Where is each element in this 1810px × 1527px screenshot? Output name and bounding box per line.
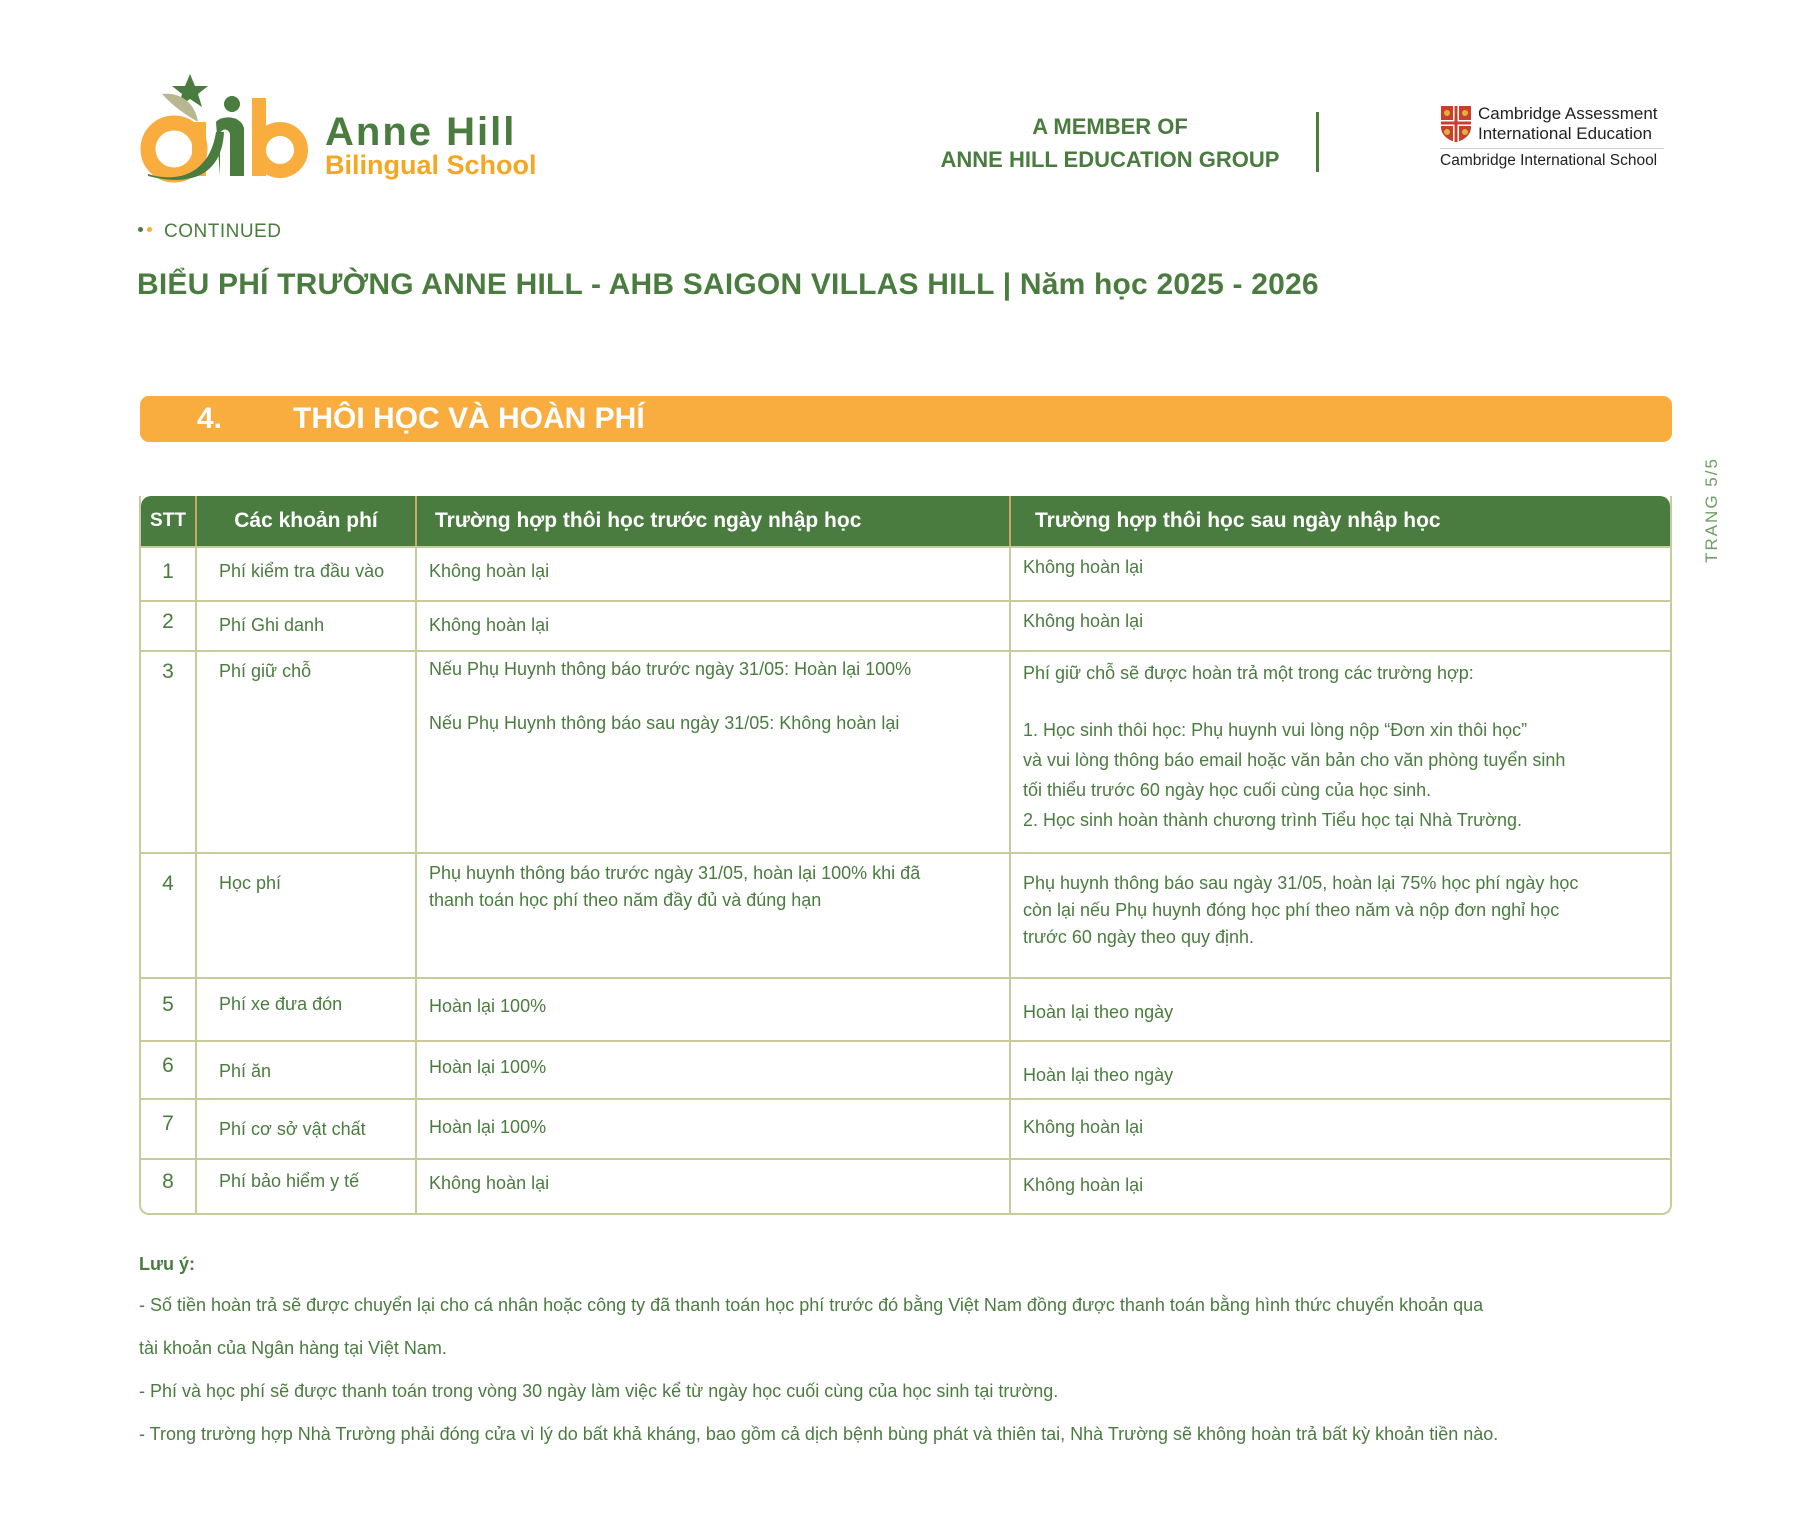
fee-name: Phí cơ sở vật chất (195, 1100, 415, 1158)
fee-name: Phí giữ chỗ (195, 652, 415, 852)
row-number: 1 (162, 560, 174, 583)
header-stt: STT (150, 510, 186, 531)
refund-table (139, 496, 1672, 1215)
cambridge-divider (1440, 148, 1664, 149)
policy-line: Phí giữ chỗ sẽ được hoàn trả một trong các trường hợp: (1023, 663, 1474, 683)
fee-name: Phí kiểm tra đầu vào (195, 548, 415, 600)
page-indicator: TRANG 5/5 (1702, 457, 1721, 563)
policy-line: Không hoàn lại (1023, 557, 1144, 577)
policy-line: trước 60 ngày theo quy định. (1023, 927, 1254, 947)
row-number: 8 (162, 1170, 174, 1193)
cambridge-line-1: Cambridge Assessment (1478, 104, 1658, 123)
before-enrollment-policy (415, 1100, 1009, 1158)
note-line-1: - Số tiền hoàn trả sẽ được chuyển lại cho cá nhân hoặc công ty đã thanh toán học phí trước đó bằng Việt Nam đồng được thanh toán bằng hình thức chuyển khoản qua (139, 1295, 1484, 1315)
continued-label (138, 221, 281, 243)
policy-line: 2. Học sinh hoàn thành chương trình Tiểu học tại Nhà Trường. (1023, 810, 1522, 830)
header-before: Trường hợp thôi học trước ngày nhập học (415, 496, 1009, 546)
brand-subtitle: Bilingual School (325, 150, 537, 180)
row-number: 6 (162, 1054, 174, 1077)
table-body (141, 546, 1670, 1213)
table-header-row (141, 496, 1670, 546)
section-title: THÔI HỌC VÀ HOÀN PHÍ (293, 402, 645, 435)
policy-line: còn lại nếu Phụ huynh đóng học phí theo năm và nộp đơn nghỉ học (1023, 900, 1560, 920)
page-title: BIỂU PHÍ TRƯỜNG ANNE HILL - AHB SAIGON VILLAS HILL | Năm học 2025 - 2026 (137, 268, 1319, 301)
fee-name: Phí xe đưa đón (195, 979, 415, 1040)
policy-line: Không hoàn lại (429, 615, 550, 635)
header-after: Trường hợp thôi học sau ngày nhập học (1009, 496, 1670, 546)
policy-line: Hoàn lại 100% (429, 1117, 547, 1137)
policy-line: Nếu Phụ Huynh thông báo trước ngày 31/05: Hoàn lại 100% (429, 659, 912, 679)
cambridge-line-2: International Education (1478, 124, 1652, 143)
after-enrollment-policy (1009, 1100, 1670, 1158)
member-statement (905, 110, 1315, 176)
table-row (141, 1098, 1670, 1158)
cambridge-line-3: Cambridge International School (1440, 152, 1658, 169)
note-line-3: - Phí và học phí sẽ được thanh toán trong vòng 30 ngày làm việc kể từ ngày học cuối cùng của học sinh tại trường. (139, 1381, 1059, 1401)
table-row (141, 977, 1670, 1040)
policy-line: Không hoàn lại (1023, 1117, 1144, 1137)
before-enrollment-policy (415, 548, 1009, 600)
fee-name: Phí Ghi danh (195, 602, 415, 650)
after-enrollment-policy (1009, 602, 1670, 650)
after-enrollment-policy (1009, 1042, 1670, 1098)
table-row (141, 650, 1670, 852)
policy-line: Hoàn lại theo ngày (1023, 1065, 1174, 1085)
cambridge-shield-icon (1440, 105, 1472, 143)
brand-name: Anne Hill (325, 110, 517, 154)
member-line-2: ANNE HILL EDUCATION GROUP (940, 147, 1280, 172)
after-enrollment-policy (1009, 548, 1670, 600)
policy-line: thanh toán học phí theo năm đầy đủ và đúng hạn (429, 890, 822, 910)
before-enrollment-policy (415, 854, 1009, 977)
table-row (141, 852, 1670, 977)
row-number: 3 (162, 660, 174, 683)
after-enrollment-policy (1009, 979, 1670, 1040)
before-enrollment-policy (415, 1042, 1009, 1098)
before-enrollment-policy (415, 979, 1009, 1040)
table-row (141, 1158, 1670, 1213)
row-number: 4 (162, 872, 174, 895)
before-enrollment-policy (415, 652, 1009, 852)
policy-line: Không hoàn lại (429, 561, 550, 581)
fee-name: Phí bảo hiểm y tế (195, 1160, 415, 1213)
row-number: 5 (162, 993, 174, 1016)
row-number: 7 (162, 1112, 174, 1135)
table-row (141, 546, 1670, 600)
ahb-logo-icon (140, 72, 315, 184)
member-line-1: A MEMBER OF (1032, 114, 1188, 139)
after-enrollment-policy (1009, 1160, 1670, 1213)
notes-title: Lưu ý: (139, 1254, 196, 1274)
note-line-4: - Trong trường hợp Nhà Trường phải đóng cửa vì lý do bất khả kháng, bao gồm cả dịch bệnh bùng phát và thiên tai, Nhà Trường sẽ không hoàn trả bất kỳ khoản tiền nào. (139, 1424, 1499, 1444)
policy-line: Phụ huynh thông báo trước ngày 31/05, hoàn lại 100% khi đã (429, 863, 921, 883)
note-line-2: tài khoản của Ngân hàng tại Việt Nam. (139, 1338, 447, 1358)
policy-line: Không hoàn lại (1023, 611, 1144, 631)
table-row (141, 1040, 1670, 1098)
before-enrollment-policy (415, 1160, 1009, 1213)
policy-line: Hoàn lại theo ngày (1023, 1002, 1174, 1022)
policy-line: Không hoàn lại (429, 1173, 550, 1193)
policy-line: và vui lòng thông báo email hoặc văn bản cho văn phòng tuyển sinh (1023, 750, 1566, 770)
policy-line: Phụ huynh thông báo sau ngày 31/05, hoàn lại 75% học phí ngày học (1023, 873, 1579, 893)
row-number: 2 (162, 610, 174, 633)
table-row (141, 600, 1670, 650)
after-enrollment-policy (1009, 652, 1670, 852)
orange-dot-icon (147, 227, 152, 232)
before-enrollment-policy (415, 602, 1009, 650)
green-dot-icon (138, 227, 143, 232)
policy-line: Hoàn lại 100% (429, 996, 547, 1016)
policy-line: 1. Học sinh thôi học: Phụ huynh vui lòng nộp “Đơn xin thôi học” (1023, 720, 1528, 740)
fee-name: Phí ăn (195, 1042, 415, 1098)
header-divider (1316, 112, 1319, 172)
policy-line: Hoàn lại 100% (429, 1057, 547, 1077)
after-enrollment-policy (1009, 854, 1670, 977)
fee-name: Học phí (195, 854, 415, 977)
continued-text: CONTINUED (164, 221, 282, 242)
policy-line: Nếu Phụ Huynh thông báo sau ngày 31/05: Không hoàn lại (429, 713, 900, 733)
section-number: 4. (197, 402, 223, 435)
header-fee: Các khoản phí (195, 496, 415, 546)
policy-line: Không hoàn lại (1023, 1175, 1144, 1195)
policy-line: tối thiểu trước 60 ngày học cuối cùng của học sinh. (1023, 780, 1432, 800)
